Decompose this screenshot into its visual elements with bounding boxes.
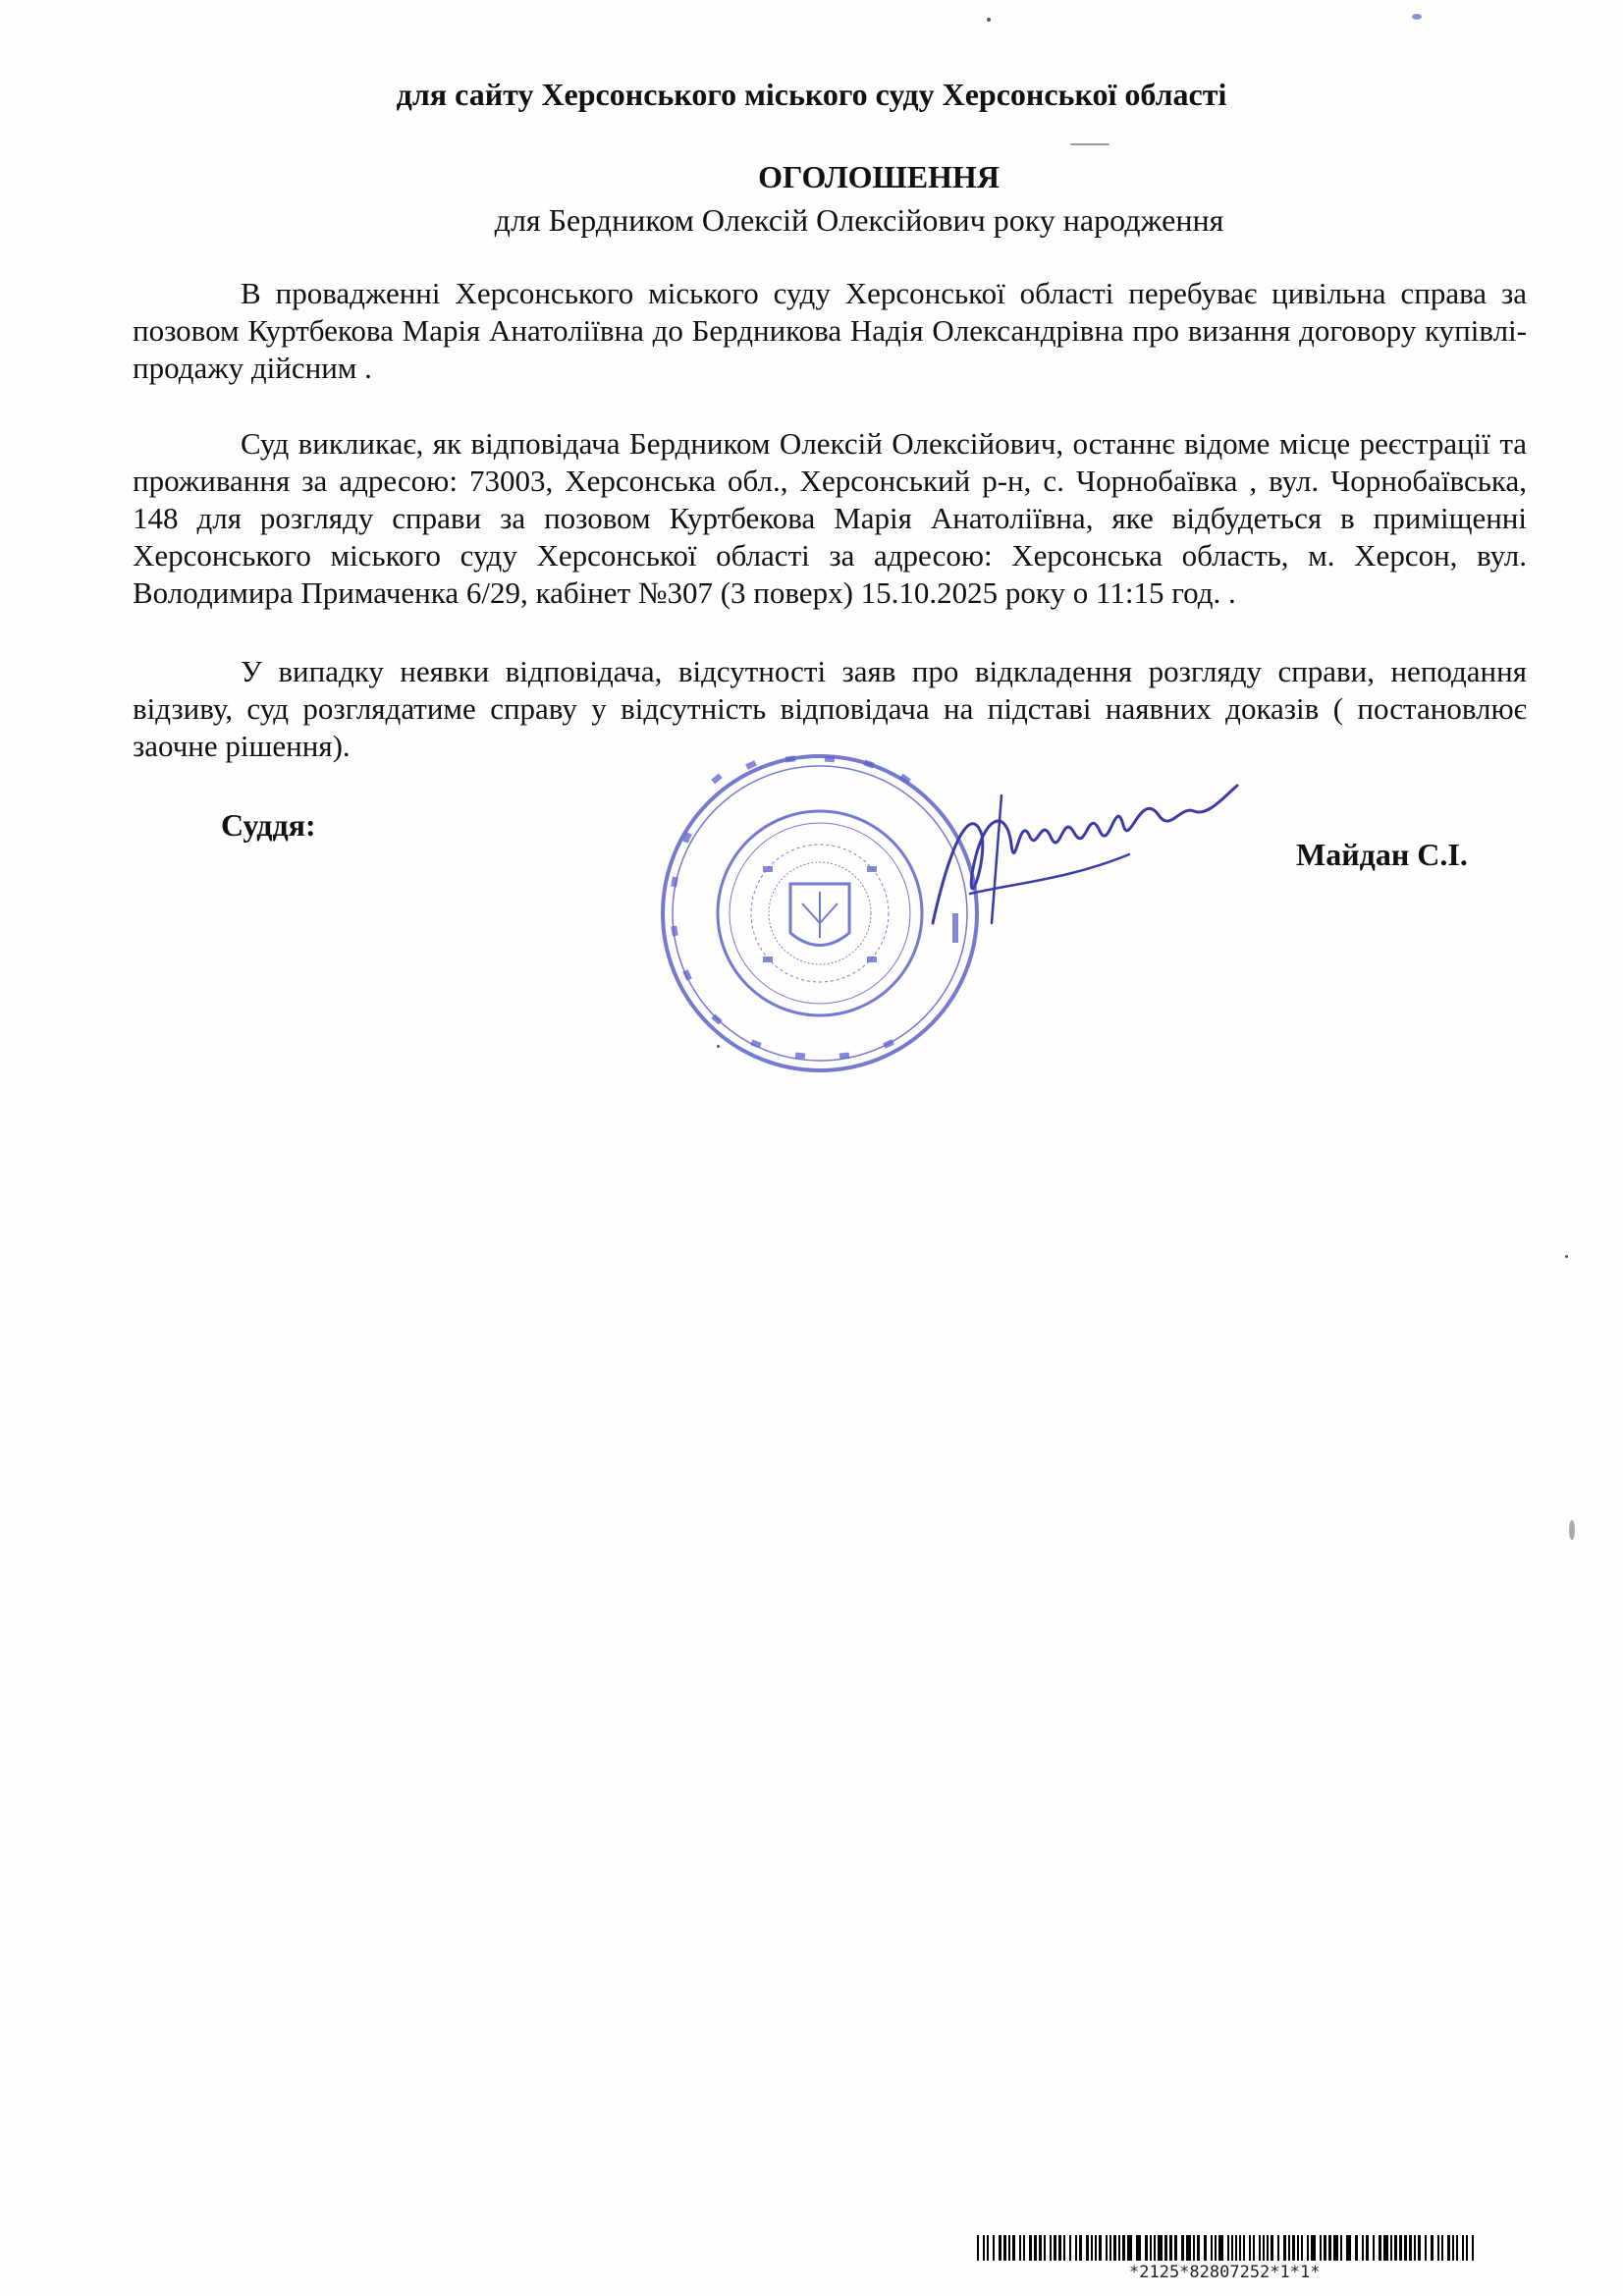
- barcode-bar: [1404, 2235, 1407, 2261]
- barcode-bar: [1235, 2235, 1237, 2261]
- barcode-bar: [1431, 2235, 1434, 2261]
- barcode-bar: [1164, 2235, 1167, 2261]
- announcement-title: ОГОЛОШЕННЯ: [758, 159, 1000, 194]
- barcode-bar: [1277, 2235, 1279, 2261]
- barcode-bar: [1292, 2235, 1295, 2261]
- barcode-bar: [977, 2235, 979, 2261]
- barcode-bar: [1169, 2235, 1172, 2261]
- barcode-bar: [1307, 2235, 1309, 2261]
- barcode-bar: [1437, 2235, 1439, 2261]
- barcode-bar: [1204, 2235, 1207, 2261]
- barcode-bar: [1050, 2235, 1052, 2261]
- barcode-bar: [1029, 2235, 1032, 2261]
- barcode-bar: [1414, 2235, 1416, 2261]
- barcode-bar: [1181, 2235, 1184, 2261]
- barcode-bar: [1231, 2235, 1233, 2261]
- barcode-bar: [1462, 2235, 1464, 2261]
- barcode-bar: [1039, 2235, 1042, 2261]
- body-paragraph-2: Суд викликає, як відповідача Бердником Олексій Олексійович, останнє відоме місце реєстрації та проживання за адресою: 73003, Херсонська обл., Херсонський р-н, с. Чорнобаївка , вул. Чорнобаївська, 148 для розгляду справи за позовом Куртбекова Марія Анатоліївна, яке відбудеться в приміщенні Херсонського міського суду Херсонської області за адресою: Херсонська область, м. Херсон, вул. Володимира Примаченка 6/29, кабінет №307 (3 поверх) 15.10.2025 року о 11:15 год. .: [133, 426, 1527, 610]
- barcode-bar: [1118, 2235, 1120, 2261]
- barcode-bar: [1063, 2235, 1065, 2261]
- barcode-bar: [1003, 2235, 1006, 2261]
- barcode-bar: [1109, 2235, 1111, 2261]
- announcement-subtitle: для Бердником Олексій Олексійович року народження: [494, 202, 1224, 238]
- barcode-bar: [1054, 2235, 1056, 2261]
- barcode-bar: [1373, 2235, 1375, 2261]
- barcode-bar: [1174, 2235, 1177, 2261]
- scan-speck: [717, 1045, 720, 1048]
- barcode-bar: [1267, 2235, 1269, 2261]
- barcode-bar: [1425, 2235, 1427, 2261]
- scan-speck: [1412, 14, 1422, 20]
- barcode-bar: [1466, 2235, 1468, 2261]
- barcode-bar: [1099, 2235, 1102, 2261]
- barcode-bar: [1390, 2235, 1392, 2261]
- barcode-bar: [1301, 2235, 1303, 2261]
- barcode-bar: [1154, 2235, 1156, 2261]
- barcode-bar: [1346, 2235, 1351, 2261]
- barcode-bar: [1086, 2235, 1089, 2261]
- scan-speck: [987, 18, 991, 22]
- barcode-bar: [1418, 2235, 1421, 2261]
- barcode-bar: [1058, 2235, 1061, 2261]
- barcode-bar: [1263, 2235, 1265, 2261]
- barcode-bar: [999, 2235, 1001, 2261]
- barcode-bar: [1297, 2235, 1299, 2261]
- barcode-bar: [1218, 2235, 1223, 2261]
- barcode-bar: [1211, 2235, 1213, 2261]
- barcode-bar: [1186, 2235, 1191, 2261]
- barcode-bar: [1456, 2235, 1458, 2261]
- barcode-bar: [983, 2235, 985, 2261]
- barcode-bar: [1259, 2235, 1261, 2261]
- barcode-bar: [1328, 2235, 1331, 2261]
- barcode-bar: [1324, 2235, 1326, 2261]
- barcode-bar: [1271, 2235, 1273, 2261]
- body-paragraph-3: У випадку неявки відповідача, відсутності заяв про відкладення розгляду справи, неподання відзиву, суд розглядатиме справу у відсутність відповідача на підставі наявних доказів ( постановлює заочне рішення).: [133, 654, 1527, 763]
- barcode-bar: [1227, 2235, 1229, 2261]
- barcode-bar: [1441, 2235, 1443, 2261]
- barcode-bar: [1069, 2235, 1071, 2261]
- barcode-bar: [1113, 2235, 1116, 2261]
- barcode-bar: [1136, 2235, 1141, 2261]
- barcode-bar: [1383, 2235, 1388, 2261]
- barcode-bar: [987, 2235, 989, 2261]
- site-header-line: для сайту Херсонського міського суду Херсонської області: [396, 77, 1227, 112]
- barcode-bar: [1044, 2235, 1046, 2261]
- body-paragraph-1: В провадженні Херсонського міського суду Херсонської області перебуває цивільна справа за позовом Куртбекова Марія Анатоліївна до Бердникова Надія Олександрівна про визання договору купівлі-продажу дійсним .: [133, 276, 1527, 385]
- judge-label: Суддя:: [221, 807, 316, 843]
- scan-speck: [1569, 1520, 1575, 1540]
- barcode-bar: [1340, 2235, 1342, 2261]
- barcode-bar: [1409, 2235, 1412, 2261]
- barcode-bar: [1333, 2235, 1338, 2261]
- barcode-bar: [1379, 2235, 1381, 2261]
- barcode-bar: [1095, 2235, 1097, 2261]
- judge-signature: [913, 776, 1267, 943]
- barcode-bar: [1023, 2235, 1025, 2261]
- barcode-bar: [1320, 2235, 1322, 2261]
- barcode-bar: [1106, 2235, 1108, 2261]
- barcode-bar: [1249, 2235, 1251, 2261]
- document-barcode: [977, 2235, 1478, 2261]
- scan-speck: [1070, 143, 1109, 145]
- barcode-bar: [1012, 2235, 1015, 2261]
- barcode-bar: [1193, 2235, 1195, 2261]
- barcode-bar: [1253, 2235, 1255, 2261]
- barcode-bar: [1150, 2235, 1152, 2261]
- barcode-bar: [1452, 2235, 1454, 2261]
- barcode-bar: [1122, 2235, 1125, 2261]
- barcode-bar: [1366, 2235, 1369, 2261]
- barcode-bar: [1447, 2235, 1450, 2261]
- barcode-bar: [1399, 2235, 1402, 2261]
- barcode-bar: [993, 2235, 995, 2261]
- body-paragraph-1-container: [133, 275, 1527, 387]
- barcode-bar: [1288, 2235, 1290, 2261]
- barcode-bar: [1394, 2235, 1397, 2261]
- body-paragraph-2-container: [133, 425, 1527, 612]
- barcode-bar: [1008, 2235, 1010, 2261]
- barcode-bar: [1034, 2235, 1037, 2261]
- scan-speck: [1565, 1255, 1568, 1258]
- judge-name: Майдан С.І.: [1296, 837, 1468, 872]
- barcode-bar: [1075, 2235, 1077, 2261]
- barcode-bar: [1239, 2235, 1241, 2261]
- barcode-bar: [1197, 2235, 1200, 2261]
- barcode-bar: [1019, 2235, 1021, 2261]
- barcode-bar: [1355, 2235, 1358, 2261]
- barcode-number: *2125*82807252*1*1*: [1129, 2263, 1321, 2282]
- barcode-bar: [1215, 2235, 1217, 2261]
- barcode-bar: [1472, 2235, 1474, 2261]
- barcode-bar: [1091, 2235, 1093, 2261]
- barcode-bar: [1311, 2235, 1316, 2261]
- barcode-bar: [1362, 2235, 1364, 2261]
- barcode-bar: [1283, 2235, 1286, 2261]
- barcode-bar: [1079, 2235, 1082, 2261]
- barcode-bar: [1243, 2235, 1245, 2261]
- barcode-bar: [1127, 2235, 1132, 2261]
- barcode-bar: [1145, 2235, 1148, 2261]
- barcode-bar: [1158, 2235, 1163, 2261]
